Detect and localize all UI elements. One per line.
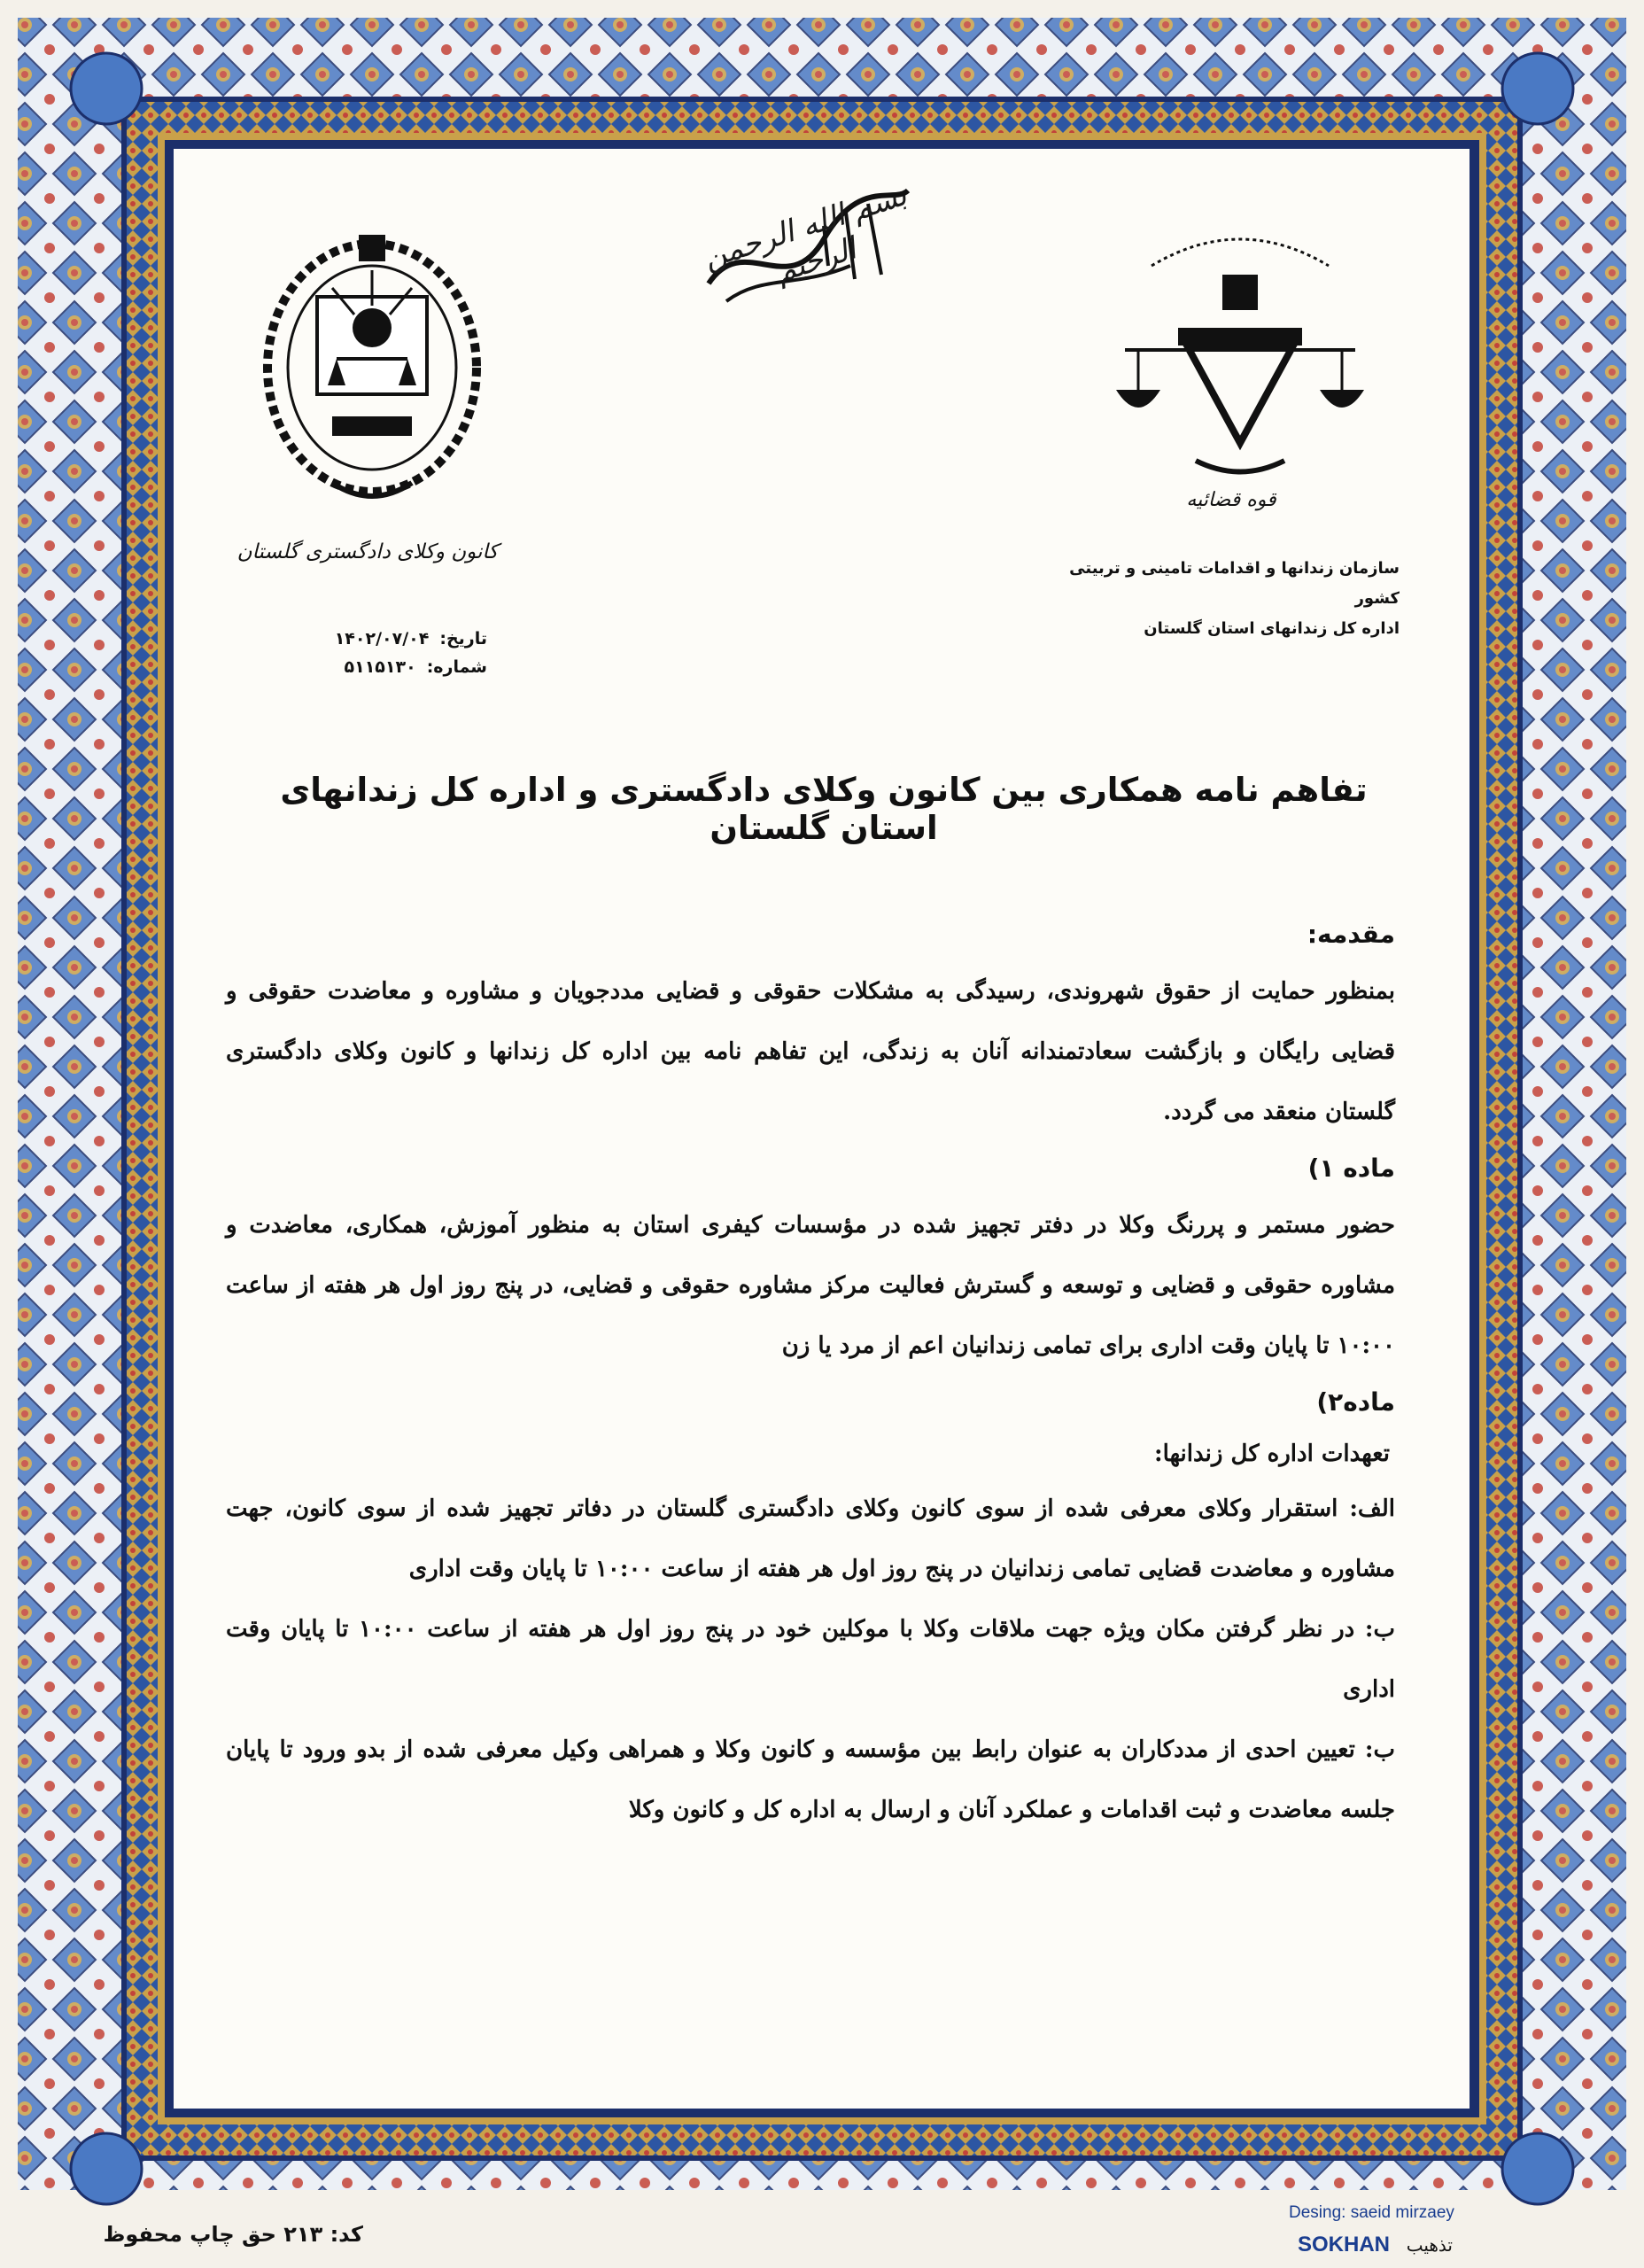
intro-heading: مقدمه:	[1307, 920, 1395, 949]
article-1-heading: ماده ۱)	[1307, 1153, 1395, 1183]
footer-code-copyright: کد: ۲۱۳ حق چاپ محفوظ	[103, 2222, 363, 2247]
clause-b-2: ب: تعیین احدی از مددکاران به عنوان رابط بین مؤسسه و کانون وکلا و همراهی وکیل معرفی شده از بدو ورود تا پایان جلسه معاضدت و ثبت اقدامات و عملکرد آنان و ارسال به اداره کل و کانون وکلا	[226, 1736, 1395, 1823]
article-2-heading: ماده۲)	[1316, 1387, 1395, 1417]
intro-paragraph: بمنظور حمایت از حقوق شهروندی، رسیدگی به مشکلات حقوقی و قضایی مددجویان و مشاوره و معاضدت حقوقی و قضایی رایگان و بازگشت سعادتمندانه آنان به زندگی، این تفاهم نامه بین اداره کل زندانها و کانون وکلای دادگستری گلستان منعقد می گردد.	[226, 978, 1395, 1125]
prisons-organization-name	[1045, 554, 1400, 644]
number-value: ۵۱۱۵۱۳۰	[344, 657, 416, 677]
prisons-organization-emblem	[1098, 213, 1382, 487]
date-value: ۱۴۰۲/۰۷/۰۴	[334, 629, 430, 649]
clause-a: الف: استقرار وکلای معرفی شده از سوی کانون وکلای دادگستری گلستان در دفاتر تجهیز شده از سوی کانون، جهت مشاوره و معاضدت قضایی تمامی زندانیان در پنج روز اول هر هفته از ساعت ۱۰:۰۰ تا پایان وقت اداری	[226, 1495, 1395, 1582]
document-body	[226, 908, 1395, 1840]
brand-logo	[1298, 2233, 1563, 2257]
prisons-org-line-1: سازمان زندانها و اقدامات تامینی و تربیتی کشور	[1069, 559, 1400, 608]
judiciary-label: قوه قضائیه	[1186, 489, 1276, 511]
brand-name: SOKHAN	[1298, 2233, 1391, 2256]
prisons-org-line-2: اداره کل زندانهای استان گلستان	[1144, 619, 1400, 638]
number-row	[266, 653, 487, 681]
date-row	[266, 625, 487, 653]
date-label: تاریخ:	[439, 629, 487, 649]
article-1-paragraph: حضور مستمر و پررنگ وکلا در دفتر تجهیز شده در مؤسسات کیفری استان به منظور آموزش، همکاری، معاضدت و مشاوره حقوقی و قضایی و توسعه و گسترش فعالیت مرکز مشاوره حقوقی و قضایی، در پنج روز اول هر هفته از ساعت ۱۰:۰۰ تا پایان وقت اداری برای تمامی زندانیان اعم از مرد یا زن	[226, 1212, 1395, 1359]
basmala-text: بسم الله الرحمن الرحيم	[699, 177, 911, 291]
brand-persian: تذهیب	[1406, 2236, 1453, 2256]
number-label: شماره:	[426, 657, 487, 677]
clause-b-1: ب: در نظر گرفتن مکان ویژه جهت ملاقات وکلا با موکلین خود در پنج روز اول هر هفته از ساعت ۱۰:۰۰ تا پایان وقت اداری	[226, 1616, 1395, 1703]
article-2-subheading: تعهدات اداره کل زندانها:	[1154, 1441, 1390, 1467]
lawyers-bar-emblem	[248, 217, 496, 518]
lawyers-bar-caption: کانون وکلای دادگستری گلستان	[237, 540, 499, 563]
document-title: تفاهم نامه همکاری بین کانون وکلای دادگستری و اداره کل زندانهای استان گلستان	[280, 771, 1368, 847]
date-number-block	[266, 625, 487, 681]
design-credit: Desing: saeid mirzaey	[1289, 2203, 1454, 2222]
